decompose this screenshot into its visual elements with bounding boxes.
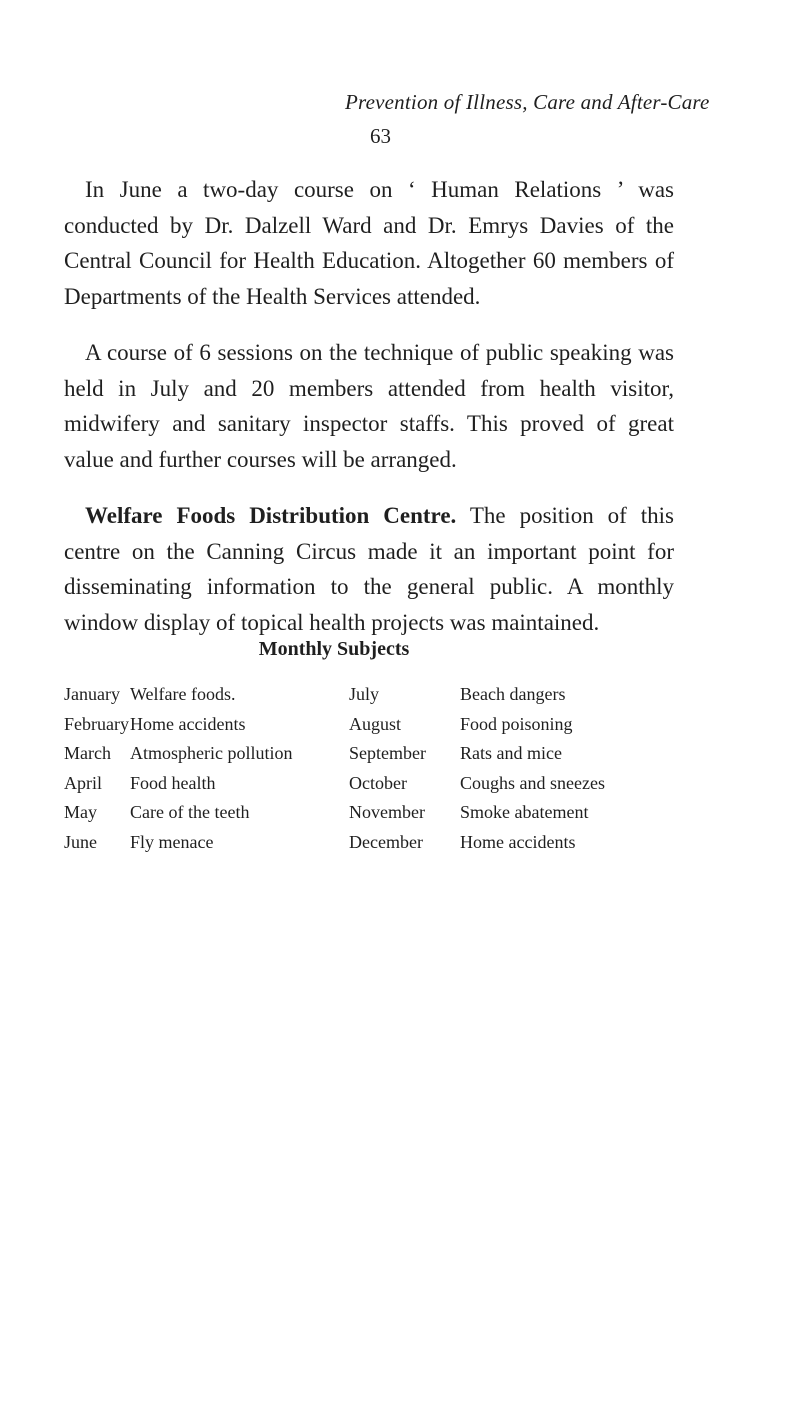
subject-cell: Food poisoning bbox=[460, 713, 573, 734]
running-head: Prevention of Illness, Care and After-Care bbox=[345, 90, 710, 114]
subject-cell: Rats and mice bbox=[460, 743, 562, 763]
subject-cell: Beach dangers bbox=[460, 684, 566, 704]
month-cell: May bbox=[64, 802, 97, 822]
subject-cell: Home accidents bbox=[130, 713, 246, 734]
month-cell: October bbox=[349, 772, 407, 793]
subject-cell: Atmospheric pollution bbox=[130, 743, 293, 763]
paragraph-public-speaking-course bbox=[64, 335, 674, 477]
month-cell: February bbox=[64, 713, 129, 734]
table-row bbox=[64, 828, 684, 858]
month-cell: April bbox=[64, 772, 102, 793]
page-number: 63 bbox=[370, 124, 391, 148]
subject-cell: Welfare foods. bbox=[130, 684, 236, 704]
subject-cell: Food health bbox=[130, 772, 216, 793]
paragraph-text: A course of 6 sessions on the technique of public speaking was held in July and 20 members attended from health visitor, midwifery and sanitary inspector staffs. This proved of great value and further courses will be arranged. bbox=[64, 340, 674, 472]
month-cell: July bbox=[349, 684, 380, 704]
paragraph-welfare-foods bbox=[64, 498, 674, 640]
month-cell: September bbox=[349, 743, 426, 763]
paragraph-text: The position of this centre on the Canning Circus made it an important point for disseminating information to the general public. A monthly window display of topical health projects was maintained. bbox=[64, 503, 674, 635]
subject-cell: Coughs and sneezes bbox=[460, 772, 605, 793]
month-cell: November bbox=[349, 802, 425, 822]
subject-cell: Care of the teeth bbox=[130, 802, 250, 822]
run-in-heading: Welfare Foods Distribution Centre. bbox=[85, 503, 457, 528]
month-cell: August bbox=[349, 713, 402, 734]
paragraph-text: In June a two-day course on ‘ Human Relations ’ was conducted by Dr. Dalzell Ward and Dr. Emrys Davies of the Central Council for Health Education. Altogether 60 members of Departments of the Health Services attended. bbox=[64, 177, 674, 309]
table-row bbox=[64, 680, 684, 710]
paragraph-human-relations-course bbox=[64, 172, 674, 314]
table-row bbox=[64, 710, 684, 740]
subject-cell: Smoke abatement bbox=[460, 802, 589, 822]
month-cell: January bbox=[64, 684, 120, 704]
body-text bbox=[64, 172, 674, 640]
monthly-subjects-table bbox=[64, 680, 684, 857]
table-row bbox=[64, 769, 684, 799]
table-row bbox=[64, 739, 684, 769]
month-cell: March bbox=[64, 743, 111, 763]
subject-cell: Fly menace bbox=[130, 831, 214, 852]
monthly-subjects-title: Monthly Subjects bbox=[258, 638, 410, 660]
month-cell: December bbox=[349, 831, 423, 852]
month-cell: June bbox=[64, 831, 97, 852]
table-row bbox=[64, 798, 684, 828]
subject-cell: Home accidents bbox=[460, 831, 576, 852]
